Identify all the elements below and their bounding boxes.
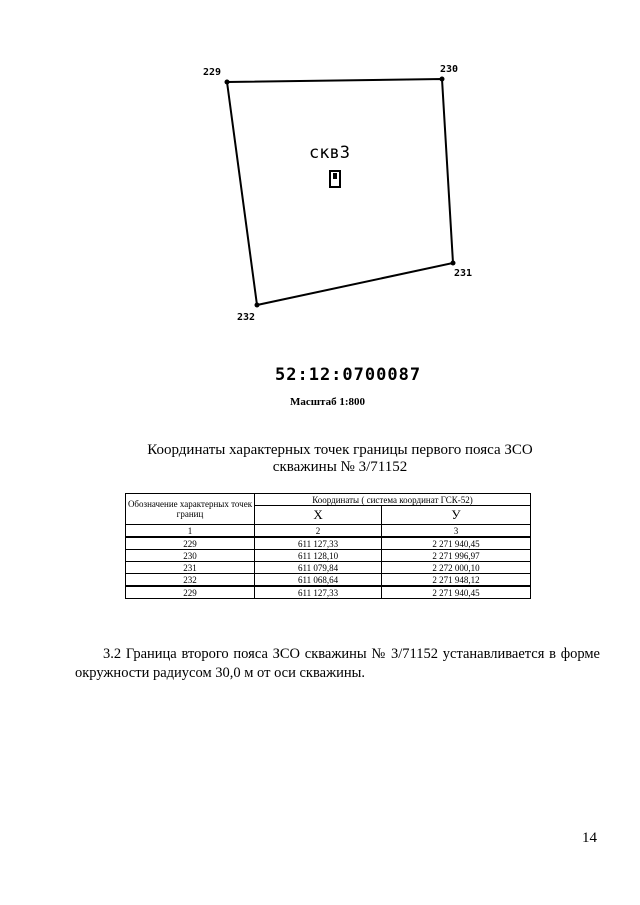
boundary-point-229 xyxy=(225,80,230,85)
header-x: X xyxy=(255,506,382,525)
point-label-232: 232 xyxy=(237,312,256,323)
cell-x: 611 127,33 xyxy=(255,537,382,550)
well-icon xyxy=(330,171,340,187)
col-number-2: 2 xyxy=(255,525,382,538)
boundary-point-230 xyxy=(440,77,445,82)
cell-point: 232 xyxy=(126,574,255,587)
cell-x: 611 079,84 xyxy=(255,562,382,574)
boundary-plan xyxy=(0,0,640,340)
header-designation: Обозначение характерных точек границ xyxy=(126,494,255,525)
page-number: 14 xyxy=(582,830,597,846)
cell-x: 611 068,64 xyxy=(255,574,382,587)
table-row xyxy=(126,550,531,562)
header-y: У xyxy=(382,506,531,525)
table-row xyxy=(126,537,531,550)
col-number-3: 3 xyxy=(382,525,531,538)
well-label: скв3 xyxy=(309,143,350,163)
cell-y: 2 271 948,12 xyxy=(382,574,531,587)
cell-y: 2 271 996,97 xyxy=(382,550,531,562)
table-title xyxy=(100,442,580,476)
cell-y: 2 272 000,10 xyxy=(382,562,531,574)
boundary-polygon xyxy=(227,79,453,305)
cell-y: 2 271 940,45 xyxy=(382,586,531,599)
cadastral-number: 52:12:0700087 xyxy=(275,365,422,385)
table-row xyxy=(126,574,531,587)
coordinates-table xyxy=(125,493,531,599)
cell-point: 229 xyxy=(126,586,255,599)
table-title-line-2: скважины № 3/71152 xyxy=(272,459,408,475)
col-number-1: 1 xyxy=(126,525,255,538)
boundary-point-231 xyxy=(451,261,456,266)
point-label-231: 231 xyxy=(454,268,473,279)
body-paragraph: 3.2 Граница второго пояса ЗСО скважины № 3/71152 устанавливается в форме окружности радиусом 30,0 м от оси скважины. xyxy=(75,646,600,681)
point-label-230: 230 xyxy=(440,64,459,75)
table-title-line-1: Координаты характерных точек границы первого пояса ЗСО xyxy=(147,442,533,458)
boundary-point-232 xyxy=(255,303,260,308)
table-row xyxy=(126,586,531,599)
cell-point: 230 xyxy=(126,550,255,562)
cell-point: 231 xyxy=(126,562,255,574)
cell-point: 229 xyxy=(126,537,255,550)
table-row xyxy=(126,562,531,574)
header-coordinates: Координаты ( система координат ГСК-52) xyxy=(255,494,531,506)
map-scale: Масштаб 1:800 xyxy=(290,396,366,408)
point-label-229: 229 xyxy=(203,67,222,78)
cell-x: 611 128,10 xyxy=(255,550,382,562)
cell-x: 611 127,33 xyxy=(255,586,382,599)
cell-y: 2 271 940,45 xyxy=(382,537,531,550)
